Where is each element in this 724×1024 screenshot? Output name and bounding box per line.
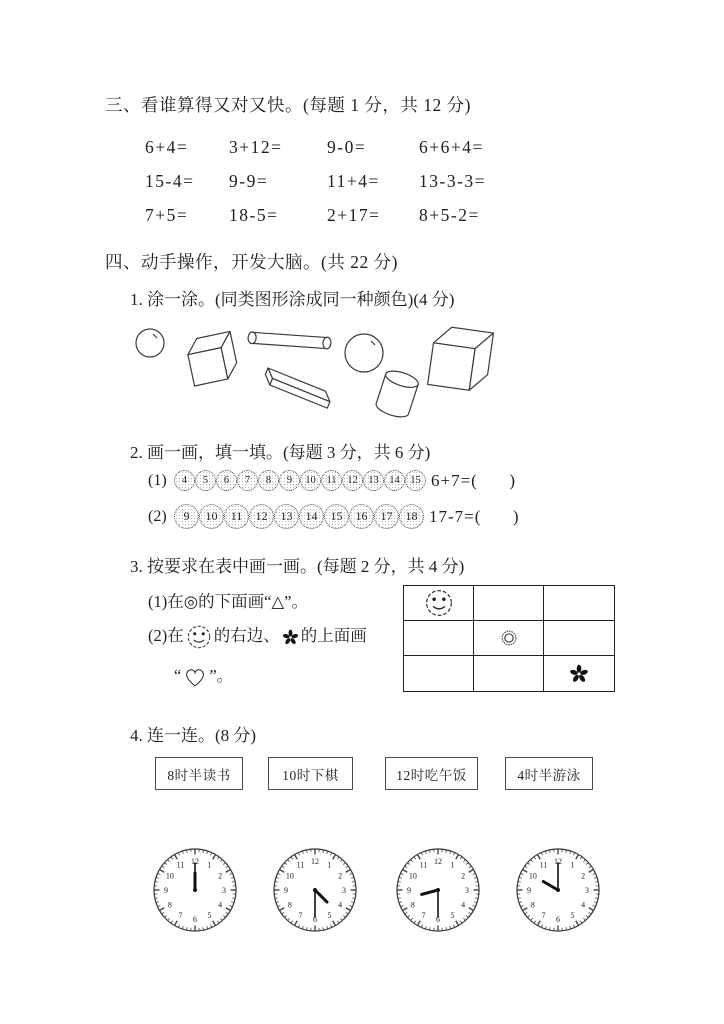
smiley-icon	[186, 624, 212, 650]
svg-text:1: 1	[450, 860, 455, 870]
number-circle-14: 14	[384, 470, 405, 491]
q3-clue-2-mid: 的右边、	[213, 626, 280, 645]
q2-label: 2. 画一画，填一填。(每题 3 分，共 6 分)	[130, 443, 431, 462]
problem-3: 9-0=	[327, 137, 367, 157]
svg-text:4: 4	[218, 900, 223, 910]
number-circle-12: 12	[342, 470, 363, 491]
q3-clue-3	[174, 662, 233, 689]
activity-box-2: 10时下棋	[268, 757, 353, 790]
svg-text:3: 3	[585, 885, 589, 895]
grid-cell-r2c3	[544, 621, 614, 656]
svg-text:8: 8	[167, 900, 172, 910]
svg-text:8: 8	[287, 900, 292, 910]
grid-cell-r1c2	[474, 586, 544, 621]
number-circle-15: 15	[405, 470, 426, 491]
svg-text:1: 1	[327, 860, 332, 870]
row-2-prefix: (2)	[148, 507, 167, 525]
number-circle-10: 10	[300, 470, 321, 491]
smiley-icon	[424, 588, 454, 618]
number-circle-12: 12	[249, 504, 274, 529]
svg-text:11: 11	[419, 860, 428, 870]
svg-text:10: 10	[165, 871, 174, 881]
svg-text:1: 1	[570, 860, 575, 870]
section-4-heading: 四、动手操作，开发大脑。(共 22 分)	[105, 252, 398, 272]
activity-box-3: 12时吃午饭	[385, 757, 478, 790]
svg-text:9: 9	[284, 885, 288, 895]
svg-text:6: 6	[436, 914, 440, 924]
svg-text:7: 7	[298, 910, 303, 920]
rod-cylinder-shape	[248, 332, 332, 349]
clock-10-00	[512, 844, 604, 936]
svg-text:2: 2	[461, 871, 466, 881]
number-circle-13: 13	[274, 504, 299, 529]
number-circle-11: 11	[224, 504, 249, 529]
number-circle-6: 6	[216, 470, 237, 491]
q3-clue-2	[148, 622, 398, 650]
number-circle-9: 9	[174, 504, 199, 529]
flat-cuboid-shape	[262, 368, 333, 408]
number-circle-5: 5	[195, 470, 216, 491]
q3-label: 3. 按要求在表中画一画。(每题 2 分，共 4 分)	[130, 557, 465, 576]
tilted-cylinder-shape	[374, 368, 420, 420]
svg-text:12: 12	[434, 856, 442, 866]
svg-text:3: 3	[222, 885, 226, 895]
number-line-row-2	[148, 504, 520, 529]
svg-text:6: 6	[556, 914, 560, 924]
grid-cell-r3c3	[544, 656, 614, 691]
drawing-grid-table	[403, 585, 615, 692]
number-circle-11: 11	[321, 470, 342, 491]
q3-clue-1: (1)在◎的下面画“△”。	[148, 592, 308, 611]
row-1-expression: 6+7=( )	[431, 470, 516, 490]
number-circle-15: 15	[324, 504, 349, 529]
problem-2: 3+12=	[229, 137, 283, 157]
number-circle-18: 18	[399, 504, 424, 529]
grid-cell-r2c1	[404, 621, 474, 656]
svg-text:7: 7	[178, 910, 183, 920]
clock-4-30	[269, 844, 361, 936]
svg-text:2: 2	[581, 871, 586, 881]
grid-cell-r3c2	[474, 656, 544, 691]
number-circle-10: 10	[199, 504, 224, 529]
heart-icon	[183, 666, 207, 689]
number-circle-14: 14	[299, 504, 324, 529]
svg-text:5: 5	[327, 910, 332, 920]
grid-cell-r2c2	[474, 621, 544, 656]
number-circle-7: 7	[237, 470, 258, 491]
svg-text:12: 12	[311, 856, 319, 866]
svg-text:9: 9	[527, 885, 531, 895]
arithmetic-problems	[145, 137, 579, 226]
svg-text:5: 5	[570, 910, 575, 920]
q3-clue-2-post: 的上面画	[300, 626, 367, 645]
grid-cell-r1c3	[544, 586, 614, 621]
problem-11: 2+17=	[327, 205, 381, 225]
svg-text:6: 6	[193, 914, 197, 924]
clock-8-30	[392, 844, 484, 936]
number-circle-16: 16	[349, 504, 374, 529]
large-cube-shape	[428, 325, 494, 392]
number-circle-13: 13	[363, 470, 384, 491]
svg-text:4: 4	[461, 900, 466, 910]
activity-box-1: 8时半读书	[155, 757, 243, 790]
svg-text:1: 1	[207, 860, 212, 870]
svg-text:10: 10	[528, 871, 537, 881]
svg-text:12: 12	[191, 856, 199, 866]
clock-12-00	[149, 844, 241, 936]
svg-text:10: 10	[285, 871, 294, 881]
svg-text:3: 3	[342, 885, 346, 895]
number-circle-17: 17	[374, 504, 399, 529]
svg-text:7: 7	[541, 910, 546, 920]
problem-12: 8+5-2=	[419, 205, 480, 225]
flower-icon	[282, 629, 299, 646]
row-2-expression: 17-7=( )	[429, 506, 520, 526]
shapes-figure	[133, 315, 515, 421]
section-3-heading: 三、看谁算得又对又快。(每题 1 分，共 12 分)	[105, 95, 471, 115]
number-circle-9: 9	[279, 470, 300, 491]
svg-text:11: 11	[296, 860, 305, 870]
svg-text:8: 8	[410, 900, 415, 910]
sphere-shape	[345, 334, 383, 372]
activity-box-4: 4时半游泳	[505, 757, 593, 790]
problem-6: 9-9=	[229, 171, 269, 191]
q1-label: 1. 涂一涂。(同类图形涂成同一种颜色)(4 分)	[130, 290, 455, 309]
double-circle-icon	[498, 627, 520, 649]
svg-text:6: 6	[313, 914, 317, 924]
svg-text:9: 9	[164, 885, 168, 895]
problem-5: 15-4=	[145, 171, 195, 191]
small-sphere-shape	[136, 329, 164, 357]
grid-cell-r3c1	[404, 656, 474, 691]
svg-text:11: 11	[539, 860, 548, 870]
svg-text:5: 5	[207, 910, 212, 920]
problem-8: 13-3-3=	[419, 171, 487, 191]
svg-text:8: 8	[530, 900, 535, 910]
problem-10: 18-5=	[229, 205, 279, 225]
svg-text:12: 12	[554, 856, 562, 866]
svg-text:2: 2	[338, 871, 343, 881]
row-1-prefix: (1)	[148, 471, 167, 489]
svg-text:7: 7	[421, 910, 426, 920]
svg-text:9: 9	[407, 885, 411, 895]
number-circle-8: 8	[258, 470, 279, 491]
svg-text:4: 4	[338, 900, 343, 910]
svg-text:2: 2	[218, 871, 223, 881]
grid-cell-r1c1	[404, 586, 474, 621]
row-2-circles	[174, 504, 424, 529]
q3-clue-2-pre: (2)在	[148, 626, 184, 645]
svg-text:4: 4	[581, 900, 586, 910]
number-circle-4: 4	[174, 470, 195, 491]
svg-text:3: 3	[465, 885, 469, 895]
problem-7: 11+4=	[327, 171, 380, 191]
row-1-circles	[174, 470, 426, 491]
q3-clue-3-close: ”。	[209, 666, 234, 685]
svg-text:11: 11	[176, 860, 185, 870]
problem-4: 6+6+4=	[419, 137, 484, 157]
problem-9: 7+5=	[145, 205, 189, 225]
svg-text:10: 10	[408, 871, 417, 881]
q4-label: 4. 连一连。(8 分)	[130, 726, 257, 745]
q3-clue-3-open: “	[174, 666, 182, 685]
svg-text:5: 5	[450, 910, 455, 920]
number-line-row-1	[148, 470, 516, 491]
flower-icon	[569, 664, 589, 684]
problem-1: 6+4=	[145, 137, 189, 157]
cube-shape	[185, 331, 240, 386]
